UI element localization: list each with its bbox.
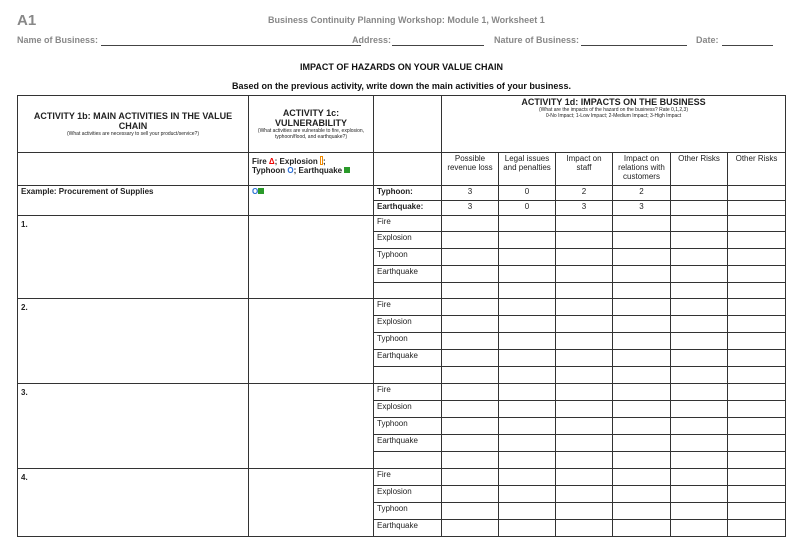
vulnerability-cell[interactable]	[249, 299, 374, 384]
impact-cell[interactable]	[556, 418, 613, 435]
impact-cell[interactable]	[499, 401, 556, 418]
example-value: 3	[442, 201, 499, 216]
hazard-header-blank	[374, 96, 442, 153]
impact-cell[interactable]	[556, 216, 613, 232]
impact-cell[interactable]	[499, 232, 556, 249]
impact-cell[interactable]	[556, 283, 613, 299]
activity-row	[18, 384, 786, 401]
impact-cell[interactable]	[442, 520, 499, 537]
legend-sep-1: ;	[323, 157, 326, 166]
impact-cell[interactable]	[671, 249, 728, 266]
impact-cell[interactable]	[671, 520, 728, 537]
fire-triangle-icon: Δ	[268, 157, 275, 166]
hazard-label: Explosion	[374, 486, 442, 503]
legend-explosion-label: ; Explosion	[274, 157, 318, 166]
impact-cell[interactable]	[671, 266, 728, 283]
example-value: 3	[442, 186, 499, 201]
activity-number[interactable]: 3.	[18, 384, 249, 469]
impact-header-cell: Impact on relations with customers	[613, 153, 671, 186]
impact-cell[interactable]	[613, 367, 671, 384]
impact-cell[interactable]	[442, 333, 499, 350]
hazard-label: Typhoon	[374, 418, 442, 435]
impact-cell[interactable]	[499, 452, 556, 469]
impact-cell[interactable]	[442, 299, 499, 316]
impact-cell[interactable]	[556, 249, 613, 266]
impact-cell[interactable]	[728, 469, 786, 486]
impact-cell[interactable]	[499, 249, 556, 266]
hazard-label: Explosion	[374, 232, 442, 249]
example-value	[728, 201, 786, 216]
impact-cell[interactable]	[442, 435, 499, 452]
impact-cell[interactable]	[499, 435, 556, 452]
example-value: 2	[613, 186, 671, 201]
hazard-label: Fire	[374, 299, 442, 316]
impact-cell[interactable]	[613, 486, 671, 503]
earthquake-square-icon	[344, 167, 350, 173]
impact-header-cell: Impact on staff	[556, 153, 613, 186]
impact-cell[interactable]	[728, 216, 786, 232]
worksheet-title: Business Continuity Planning Workshop: Module 1, Worksheet 1	[268, 15, 545, 25]
impact-cell[interactable]	[442, 350, 499, 367]
impact-cell[interactable]	[728, 418, 786, 435]
hazard-label: Typhoon	[374, 249, 442, 266]
legend-typhoon-label: Typhoon	[252, 166, 286, 176]
impact-cell[interactable]	[442, 266, 499, 283]
nature-of-business-label: Nature of Business:	[494, 35, 580, 45]
nature-of-business-field[interactable]	[581, 45, 687, 46]
impact-cell[interactable]	[499, 299, 556, 316]
impact-cell[interactable]	[728, 367, 786, 384]
impact-cell[interactable]	[499, 384, 556, 401]
impact-cell[interactable]	[613, 333, 671, 350]
impact-cell[interactable]	[556, 333, 613, 350]
impact-cell[interactable]	[556, 350, 613, 367]
impact-cell[interactable]	[442, 486, 499, 503]
impact-cell[interactable]	[556, 401, 613, 418]
impact-cell[interactable]	[499, 266, 556, 283]
impact-cell[interactable]	[613, 520, 671, 537]
impact-cell[interactable]	[613, 435, 671, 452]
hazard-label: Earthquake	[374, 266, 442, 283]
impact-header-cell: Other Risks	[728, 153, 786, 186]
impact-cell[interactable]	[613, 384, 671, 401]
hazard-label: Explosion	[374, 316, 442, 333]
activity-1d-scale: 0-No Impact; 1-Low Impact; 2-Medium Impact; 3-High Impact	[545, 113, 682, 120]
impact-header-cell: Legal issues and penalties	[499, 153, 556, 186]
activity-1d-title: ACTIVITY 1d: IMPACTS ON THE BUSINESS	[521, 97, 706, 107]
impact-cell[interactable]	[671, 418, 728, 435]
activity-1b-note: (What activities are necessary to sell your product/service?)	[67, 131, 199, 138]
impact-cell[interactable]	[499, 486, 556, 503]
activity-row	[18, 216, 786, 232]
impact-cell[interactable]	[442, 249, 499, 266]
impact-cell[interactable]	[442, 418, 499, 435]
impact-cell[interactable]	[671, 316, 728, 333]
impact-table	[17, 95, 786, 537]
impact-cell[interactable]	[442, 232, 499, 249]
impact-cell[interactable]	[499, 520, 556, 537]
impact-cell[interactable]	[613, 503, 671, 520]
earthquake-square-icon	[258, 188, 264, 194]
impact-cell[interactable]	[556, 367, 613, 384]
hazard-label: Earthquake	[374, 435, 442, 452]
typhoon-circle-icon: O	[287, 166, 294, 176]
activity-row	[18, 469, 786, 486]
hazard-label: Fire	[374, 469, 442, 486]
impact-cell[interactable]	[442, 283, 499, 299]
example-value: 2	[556, 186, 613, 201]
impact-cell[interactable]	[671, 503, 728, 520]
impact-cell[interactable]	[442, 401, 499, 418]
impact-cell[interactable]	[556, 520, 613, 537]
vulnerability-legend	[249, 153, 374, 186]
impact-cell[interactable]	[613, 249, 671, 266]
impact-cell[interactable]	[728, 333, 786, 350]
hazard-label: Typhoon	[374, 333, 442, 350]
impact-cell[interactable]	[613, 283, 671, 299]
legend-earthquake-label: ; Earthquake	[293, 166, 343, 176]
impact-cell[interactable]	[613, 452, 671, 469]
impact-cell[interactable]	[556, 469, 613, 486]
impact-cell[interactable]	[671, 469, 728, 486]
example-value	[728, 186, 786, 201]
address-label: Address:	[352, 35, 392, 45]
subheader-hazard-blank	[374, 153, 442, 186]
vulnerability-cell[interactable]	[249, 384, 374, 469]
impact-cell[interactable]	[556, 232, 613, 249]
impact-cell[interactable]	[442, 384, 499, 401]
impact-cell[interactable]	[556, 384, 613, 401]
impact-cell[interactable]	[442, 503, 499, 520]
impact-cell[interactable]	[613, 418, 671, 435]
impact-cell[interactable]	[556, 452, 613, 469]
hazard-blank	[374, 367, 442, 384]
impact-cell[interactable]	[613, 350, 671, 367]
page-heading: IMPACT OF HAZARDS ON YOUR VALUE CHAIN	[299, 62, 503, 72]
typhoon-circle-icon: O	[252, 187, 259, 196]
impact-cell[interactable]	[728, 283, 786, 299]
impact-cell[interactable]	[671, 452, 728, 469]
example-hazard: Earthquake:	[374, 201, 442, 216]
activity-1b-header	[18, 96, 249, 153]
hazard-label: Earthquake	[374, 520, 442, 537]
name-of-business-field[interactable]	[101, 45, 361, 46]
impact-cell[interactable]	[671, 367, 728, 384]
impact-cell[interactable]	[556, 266, 613, 283]
impact-cell[interactable]	[442, 316, 499, 333]
impact-cell[interactable]	[499, 283, 556, 299]
impact-cell[interactable]	[671, 283, 728, 299]
impact-cell[interactable]	[499, 350, 556, 367]
hazard-label: Fire	[374, 384, 442, 401]
impact-cell[interactable]	[671, 350, 728, 367]
hazard-label: Typhoon	[374, 503, 442, 520]
impact-cell[interactable]	[556, 503, 613, 520]
impact-cell[interactable]	[728, 435, 786, 452]
impact-cell[interactable]	[613, 232, 671, 249]
worksheet-code: A1	[17, 12, 37, 29]
activity-1c-note: (What activities are vulnerable to fire, explosion, typhoon/flood, and earthquake?)	[257, 128, 365, 141]
example-hazard: Typhoon:	[374, 186, 442, 201]
date-label: Date:	[696, 35, 719, 45]
impact-cell[interactable]	[613, 299, 671, 316]
impact-cell[interactable]	[442, 216, 499, 232]
hazard-label: Explosion	[374, 401, 442, 418]
legend-fire-label: Fire	[252, 157, 267, 166]
impact-cell[interactable]	[499, 503, 556, 520]
impact-cell[interactable]	[556, 299, 613, 316]
impact-cell[interactable]	[499, 316, 556, 333]
impact-cell[interactable]	[728, 520, 786, 537]
impact-cell[interactable]	[613, 401, 671, 418]
example-value: 0	[499, 201, 556, 216]
impact-cell[interactable]	[613, 469, 671, 486]
impact-cell[interactable]	[728, 316, 786, 333]
example-value: 3	[613, 201, 671, 216]
hazard-blank	[374, 452, 442, 469]
impact-cell[interactable]	[556, 486, 613, 503]
impact-cell[interactable]	[728, 401, 786, 418]
subheader-blank	[18, 153, 249, 186]
hazard-blank	[374, 283, 442, 299]
activity-1c-title: ACTIVITY 1c: VULNERABILITY	[275, 107, 347, 128]
table-header-row	[18, 96, 786, 153]
impact-cell[interactable]	[442, 469, 499, 486]
activity-1c-header	[249, 96, 374, 153]
activity-1d-header	[442, 96, 786, 153]
page-subheading: Based on the previous activity, write down the main activities of your business.	[232, 81, 571, 91]
vulnerability-cell[interactable]	[249, 216, 374, 299]
activity-row	[18, 299, 786, 316]
impact-cell[interactable]	[671, 216, 728, 232]
impact-cell[interactable]	[671, 401, 728, 418]
impact-header-cell: Possible revenue loss	[442, 153, 499, 186]
impact-cell[interactable]	[728, 503, 786, 520]
impact-cell[interactable]	[728, 350, 786, 367]
hazard-label: Earthquake	[374, 350, 442, 367]
activity-1d-note: (What are the impacts of the hazard on the business? Rate 0,1,2,3)	[539, 107, 688, 114]
activity-number[interactable]: 2.	[18, 299, 249, 384]
impact-cell[interactable]	[499, 469, 556, 486]
example-value	[671, 186, 728, 201]
impact-cell[interactable]	[442, 367, 499, 384]
impact-cell[interactable]	[671, 384, 728, 401]
example-activity: Example: Procurement of Supplies	[18, 186, 249, 216]
impact-cell[interactable]	[728, 384, 786, 401]
hazard-label: Fire	[374, 216, 442, 232]
impact-cell[interactable]	[499, 418, 556, 435]
impact-cell[interactable]	[613, 316, 671, 333]
example-value	[671, 201, 728, 216]
table-subheader-row	[18, 153, 786, 186]
activity-1b-title: ACTIVITY 1b: MAIN ACTIVITIES IN THE VALUE CHAIN	[33, 110, 233, 131]
impact-cell[interactable]	[499, 333, 556, 350]
example-value: 3	[556, 201, 613, 216]
impact-cell[interactable]	[613, 216, 671, 232]
impact-cell[interactable]	[613, 266, 671, 283]
example-vulnerability	[249, 186, 374, 216]
example-row	[18, 186, 786, 201]
impact-cell[interactable]	[671, 333, 728, 350]
impact-cell[interactable]	[671, 435, 728, 452]
date-field[interactable]	[722, 45, 773, 46]
impact-header-cell: Other Risks	[671, 153, 728, 186]
impact-cell[interactable]	[556, 435, 613, 452]
name-of-business-label: Name of Business:	[17, 35, 99, 45]
activity-number[interactable]: 4.	[18, 469, 249, 537]
impact-cell[interactable]	[556, 316, 613, 333]
impact-cell[interactable]	[442, 452, 499, 469]
example-value: 0	[499, 186, 556, 201]
impact-cell[interactable]	[728, 266, 786, 283]
impact-cell[interactable]	[671, 232, 728, 249]
address-field[interactable]	[392, 45, 484, 46]
activity-number[interactable]: 1.	[18, 216, 249, 299]
impact-cell[interactable]	[728, 232, 786, 249]
impact-cell[interactable]	[671, 486, 728, 503]
impact-cell[interactable]	[728, 452, 786, 469]
impact-cell[interactable]	[499, 367, 556, 384]
impact-cell[interactable]	[671, 299, 728, 316]
impact-cell[interactable]	[728, 299, 786, 316]
impact-cell[interactable]	[499, 216, 556, 232]
impact-cell[interactable]	[728, 249, 786, 266]
impact-cell[interactable]	[728, 486, 786, 503]
vulnerability-cell[interactable]	[249, 469, 374, 537]
